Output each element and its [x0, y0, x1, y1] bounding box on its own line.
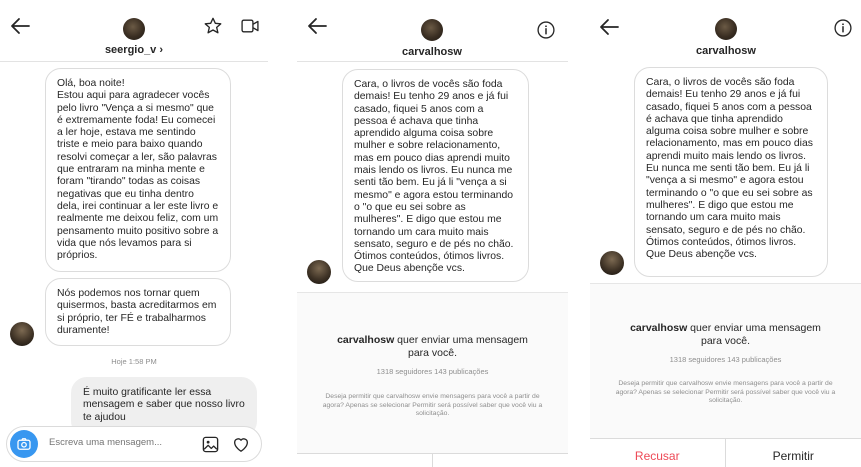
chat-header — [0, 0, 268, 62]
info-icon[interactable] — [833, 18, 853, 38]
request-title — [297, 334, 568, 360]
message-bubble[interactable]: Cara, o livros de vocês são foda demais! Eu tenho 29 anos e já fui casado, fiquei 5 anos com a pessoa é achava que tinha aprendido alguma coisa sobre mulher e sobre relacionamento, mas em pouco dias aprendi muito mais lendo os livros. Eu nunca me senti tão bem. Eu já li "vença a si mesmo" e agora estou terminando o "o que eu sei sobre as mulheres". E digo que estou me tornando um cara muito mais sensato, seguro e de pés no chão. Ótimos conteúdos, ótimos livros. Que Deus abençõe vcs. — [342, 69, 529, 282]
request-text: quer enviar uma mensagem para você. — [687, 322, 821, 347]
avatar[interactable] — [421, 19, 443, 41]
star-icon[interactable] — [203, 16, 223, 36]
request-text: quer enviar uma mensagem para você. — [394, 334, 528, 359]
chat-header — [297, 0, 568, 62]
chat-panel-carvalhosw-request — [297, 0, 568, 467]
back-arrow-icon[interactable] — [597, 15, 621, 39]
request-title — [590, 322, 861, 348]
request-stats: 1318 seguidores 143 publicações — [669, 355, 782, 364]
message-request-panel — [297, 292, 568, 467]
message-bubble[interactable]: Nós podemos nos tornar quem quisermos, basta acreditarmos em si próprio, ter FÉ e trabalharmos duramente! — [45, 278, 231, 346]
message-bubble[interactable]: Olá, boa noite! Estou aqui para agradecer vocês pelo livro "Vença a si mesmo" que é extremamente foda! Eu comecei a ler hoje, estava me sentindo triste e meio para baixo quando resolvi começar a ler, são palavras que entraram na minha mente e foram "tirando" todas as coisas negativas que eu tinha dentro dela, irei continuar a ler este livro e realmente me deixou feliz, com um pensamento muito positivo sobre a vida que nós levamos para si próprios. — [45, 68, 231, 272]
back-arrow-icon[interactable] — [8, 14, 32, 38]
chat-header — [590, 0, 861, 57]
request-actions — [297, 453, 568, 467]
decline-button[interactable]: Recusar — [590, 439, 726, 467]
username-label[interactable]: carvalhosw — [696, 45, 756, 57]
avatar[interactable] — [123, 18, 145, 40]
username-label[interactable]: carvalhosw — [402, 46, 462, 58]
chat-panel-seergio — [0, 0, 268, 467]
back-arrow-icon[interactable] — [305, 14, 329, 38]
message-bubble-sent[interactable]: É muito gratificante ler essa mensagem e saber que nosso livro te ajudou — [71, 377, 257, 437]
info-icon[interactable] — [536, 20, 556, 40]
accept-button[interactable]: Permitir — [772, 449, 814, 463]
message-composer — [6, 426, 262, 462]
chat-panel-carvalhosw-actions — [590, 0, 861, 467]
message-input[interactable] — [49, 437, 189, 448]
message-bubble[interactable]: Cara, o livros de vocês são foda demais! Eu tenho 29 anos e já fui casado, fiquei 5 anos com a pessoa é achava que tinha aprendido alguma coisa sobre mulher e sobre relacionamento, mas em pouco dias aprendi muito mais lendo os livros. Eu nunca me senti tão bem. Eu já li "vença a si mesmo" e agora estou terminando o "o que eu sei sobre as mulheres". E digo que estou me tornando um cara muito mais sensato, seguro e de pés no chão. Ótimos conteúdos, ótimos livros. Que Deus abençõe vcs. — [634, 67, 828, 277]
message-timestamp: Hoje 1:58 PM — [111, 357, 157, 366]
username-label: seergio_v — [104, 44, 157, 56]
request-description: Deseja permitir que carvalhosw envie mensagens para você a partir de agora? Apenas se selecionar Permitir será possível saber que você viu a solicitação. — [615, 380, 836, 405]
heart-icon[interactable] — [231, 435, 251, 454]
message-request-panel — [590, 283, 861, 467]
camera-icon — [15, 435, 33, 453]
camera-button[interactable] — [10, 430, 38, 458]
request-username: carvalhosw — [337, 334, 395, 346]
decline-button[interactable] — [297, 454, 433, 467]
video-call-icon[interactable] — [239, 16, 261, 36]
sender-avatar[interactable] — [307, 260, 331, 284]
request-actions — [590, 438, 861, 467]
sender-avatar[interactable] — [10, 322, 34, 346]
request-description: Deseja permitir que carvalhosw envie mensagens para você a partir de agora? Apenas se selecionar Permitir será possível saber que você viu a solicitação. — [322, 393, 543, 418]
username-header[interactable] — [84, 44, 184, 56]
request-stats: 1318 seguidores 143 publicações — [376, 367, 489, 376]
sender-avatar[interactable] — [600, 251, 624, 275]
request-username: carvalhosw — [630, 322, 688, 334]
chevron-right-icon: › — [159, 44, 164, 56]
gallery-icon[interactable] — [201, 435, 220, 454]
avatar[interactable] — [715, 18, 737, 40]
